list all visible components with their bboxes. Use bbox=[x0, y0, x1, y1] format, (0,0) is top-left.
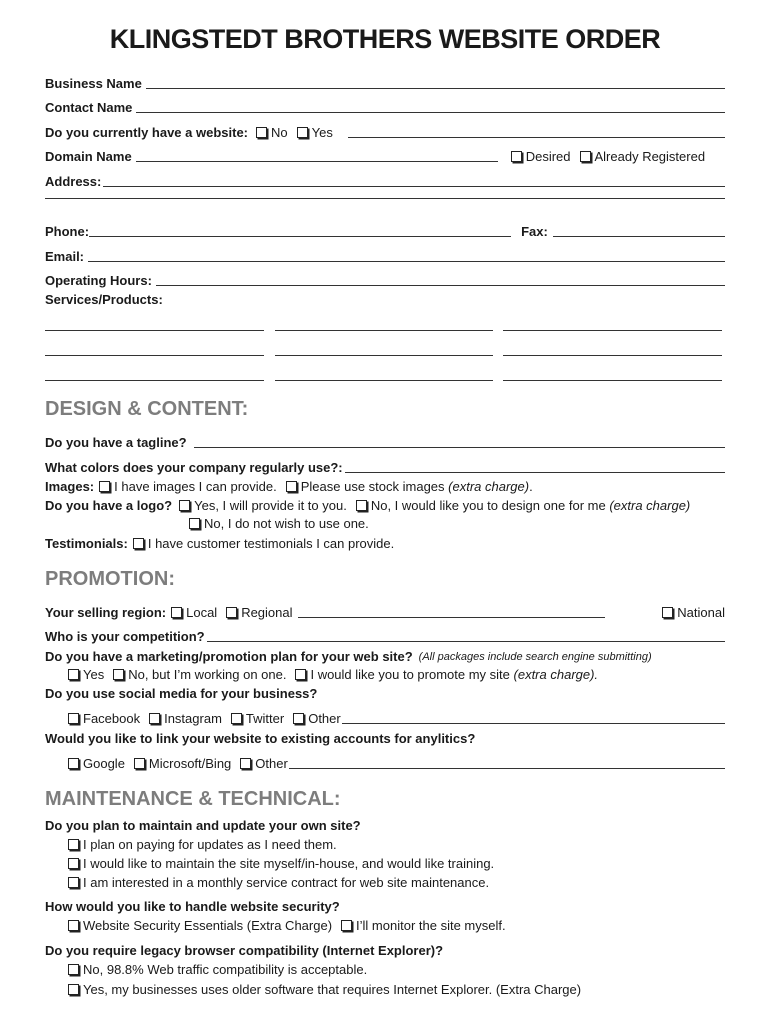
images-stock-label: Please use stock images bbox=[300, 479, 445, 494]
maintenance-heading: MAINTENANCE & TECHNICAL: bbox=[45, 788, 341, 810]
maintain-option-2 bbox=[68, 856, 725, 872]
region-label: Your selling region: bbox=[45, 605, 167, 620]
contact-name-label: Contact Name bbox=[45, 100, 133, 115]
website-url-field[interactable] bbox=[348, 137, 725, 138]
legacy-no-checkbox[interactable] bbox=[68, 964, 79, 975]
website-yes-label: Yes bbox=[311, 125, 333, 140]
domain-field[interactable] bbox=[136, 161, 498, 162]
logo-yes-checkbox[interactable] bbox=[179, 500, 190, 511]
google-label: Google bbox=[83, 756, 125, 771]
phone-field[interactable] bbox=[89, 236, 511, 237]
images-label: Images: bbox=[45, 479, 95, 494]
plan-label: Do you have a marketing/promotion plan for your web site? bbox=[45, 649, 413, 664]
maintain-row bbox=[45, 818, 725, 834]
logo-design-label: No, I would like you to design one for me bbox=[370, 498, 606, 513]
analytics-other-label: Other bbox=[255, 756, 288, 771]
competition-row bbox=[45, 629, 725, 645]
domain-label: Domain Name bbox=[45, 149, 132, 164]
legacy-row bbox=[45, 943, 725, 959]
logo-row bbox=[45, 498, 725, 514]
instagram-label: Instagram bbox=[164, 711, 222, 726]
address-row-2 bbox=[45, 198, 725, 202]
facebook-label: Facebook bbox=[83, 711, 141, 726]
maintain-contract-label: I am interested in a monthly service contract for web site maintenance. bbox=[83, 875, 490, 890]
colors-label: What colors does your company regularly use?: bbox=[45, 460, 343, 475]
legacy-no-label: No, 98.8% Web traffic compatibility is acceptable. bbox=[83, 962, 368, 977]
plan-note: (All packages include search engine submitting) bbox=[418, 651, 652, 663]
services-row bbox=[45, 292, 725, 308]
legacy-label: Do you require legacy browser compatibility (Internet Explorer)? bbox=[45, 943, 444, 958]
domain-desired-label: Desired bbox=[525, 149, 571, 164]
services-field[interactable] bbox=[503, 380, 722, 381]
social-row bbox=[45, 686, 725, 702]
plan-options-row bbox=[68, 667, 725, 683]
services-field[interactable] bbox=[275, 380, 493, 381]
images-own-label: I have images I can provide. bbox=[114, 479, 277, 494]
bing-checkbox[interactable] bbox=[134, 758, 145, 769]
security-row bbox=[45, 899, 725, 915]
logo-label: Do you have a logo? bbox=[45, 498, 173, 513]
domain-row bbox=[45, 149, 725, 165]
google-checkbox[interactable] bbox=[68, 758, 79, 769]
security-essentials-label: Website Security Essentials (Extra Charge) bbox=[83, 918, 333, 933]
services-field[interactable] bbox=[45, 355, 264, 356]
business-name-field[interactable] bbox=[146, 88, 725, 89]
region-national-checkbox[interactable] bbox=[662, 607, 673, 618]
maintain-inhouse-label: I would like to maintain the site myself/in-house, and would like training. bbox=[83, 856, 495, 871]
security-essentials-checkbox[interactable] bbox=[68, 920, 79, 931]
logo-row-2 bbox=[189, 516, 725, 532]
website-no-checkbox[interactable] bbox=[256, 127, 267, 138]
design-heading: DESIGN & CONTENT: bbox=[45, 398, 249, 420]
legacy-yes-label: Yes, my businesses uses older software that requires Internet Explorer. (Extra Charge) bbox=[83, 982, 582, 997]
images-row bbox=[45, 479, 725, 495]
plan-promote-checkbox[interactable] bbox=[295, 669, 306, 680]
region-row bbox=[45, 605, 725, 621]
contact-name-row bbox=[45, 100, 725, 116]
region-national-label: National bbox=[677, 605, 725, 620]
business-name-row bbox=[45, 76, 725, 92]
tagline-field[interactable] bbox=[194, 447, 725, 448]
social-other-field[interactable] bbox=[342, 723, 725, 724]
address-field-2[interactable] bbox=[45, 198, 725, 199]
twitter-label: Twitter bbox=[245, 711, 285, 726]
fax-field[interactable] bbox=[553, 236, 725, 237]
address-label: Address: bbox=[45, 174, 102, 189]
maintain-pay-checkbox[interactable] bbox=[68, 839, 79, 850]
testimonials-row bbox=[45, 536, 725, 552]
hours-field[interactable] bbox=[156, 285, 725, 286]
plan-row bbox=[45, 649, 725, 665]
plan-yes-label: Yes bbox=[83, 667, 105, 682]
logo-none-checkbox[interactable] bbox=[189, 518, 200, 529]
logo-yes-label: Yes, I will provide it to you. bbox=[194, 498, 347, 513]
services-field[interactable] bbox=[503, 355, 722, 356]
services-field[interactable] bbox=[275, 355, 493, 356]
hours-label: Operating Hours: bbox=[45, 273, 152, 288]
email-row bbox=[45, 249, 725, 265]
colors-field[interactable] bbox=[345, 472, 725, 473]
maintain-label: Do you plan to maintain and update your own site? bbox=[45, 818, 361, 833]
competition-label: Who is your competition? bbox=[45, 629, 205, 644]
logo-design-note: (extra charge) bbox=[609, 498, 691, 513]
services-label: Services/Products: bbox=[45, 292, 163, 307]
plan-working-checkbox[interactable] bbox=[113, 669, 124, 680]
social-other-label: Other bbox=[308, 711, 341, 726]
website-yes-checkbox[interactable] bbox=[297, 127, 308, 138]
tagline-row bbox=[45, 435, 725, 451]
domain-registered-checkbox[interactable] bbox=[580, 151, 591, 162]
plan-yes-checkbox[interactable] bbox=[68, 669, 79, 680]
images-stock-note: (extra charge) bbox=[448, 479, 530, 494]
bing-label: Microsoft/Bing bbox=[148, 756, 232, 771]
address-field-1[interactable] bbox=[103, 186, 725, 187]
testimonials-checkbox[interactable] bbox=[133, 538, 144, 549]
services-field[interactable] bbox=[503, 330, 722, 331]
legacy-option-1 bbox=[68, 962, 725, 978]
logo-none-label: No, I do not wish to use one. bbox=[204, 516, 369, 531]
analytics-other-field[interactable] bbox=[289, 768, 725, 769]
website-row bbox=[45, 125, 725, 141]
region-local-label: Local bbox=[186, 605, 218, 620]
testimonials-option: I have customer testimonials I can provide. bbox=[147, 536, 395, 551]
testimonials-label: Testimonials: bbox=[45, 536, 128, 551]
email-label: Email: bbox=[45, 249, 85, 264]
maintain-contract-checkbox[interactable] bbox=[68, 877, 79, 888]
website-label: Do you currently have a website: bbox=[45, 125, 249, 140]
competition-field[interactable] bbox=[207, 641, 725, 642]
region-field[interactable] bbox=[298, 617, 605, 618]
images-stock-checkbox[interactable] bbox=[286, 481, 297, 492]
analytics-options-row bbox=[68, 756, 725, 772]
services-field[interactable] bbox=[45, 380, 264, 381]
email-field[interactable] bbox=[88, 261, 725, 262]
colors-row bbox=[45, 460, 725, 476]
phone-label: Phone: bbox=[45, 224, 90, 239]
images-end: . bbox=[529, 479, 533, 494]
facebook-checkbox[interactable] bbox=[68, 713, 79, 724]
twitter-checkbox[interactable] bbox=[231, 713, 242, 724]
analytics-label: Would you like to link your website to existing accounts for anylitics? bbox=[45, 731, 476, 746]
legacy-yes-checkbox[interactable] bbox=[68, 984, 79, 995]
security-self-label: I’ll monitor the site myself. bbox=[356, 918, 506, 933]
fax-label: Fax: bbox=[521, 224, 548, 239]
security-label: How would you like to handle website security? bbox=[45, 899, 340, 914]
business-name-label: Business Name bbox=[45, 76, 142, 91]
form-title: KLINGSTEDT BROTHERS WEBSITE ORDER bbox=[109, 24, 661, 54]
website-no-label: No bbox=[271, 125, 288, 140]
region-regional-checkbox[interactable] bbox=[226, 607, 237, 618]
analytics-other-checkbox[interactable] bbox=[240, 758, 251, 769]
social-label: Do you use social media for your business? bbox=[45, 686, 318, 701]
instagram-checkbox[interactable] bbox=[149, 713, 160, 724]
services-field[interactable] bbox=[45, 330, 264, 331]
security-self-checkbox[interactable] bbox=[341, 920, 352, 931]
plan-promote-note: (extra charge). bbox=[513, 667, 599, 682]
region-local-checkbox[interactable] bbox=[171, 607, 182, 618]
domain-registered-label: Already Registered bbox=[594, 149, 706, 164]
logo-design-checkbox[interactable] bbox=[356, 500, 367, 511]
domain-desired-checkbox[interactable] bbox=[511, 151, 522, 162]
social-other-checkbox[interactable] bbox=[293, 713, 304, 724]
hours-row bbox=[45, 273, 725, 289]
maintain-option-1 bbox=[68, 837, 725, 853]
phone-fax-row bbox=[45, 224, 725, 240]
maintain-inhouse-checkbox[interactable] bbox=[68, 858, 79, 869]
tagline-label: Do you have a tagline? bbox=[45, 435, 187, 450]
maintain-pay-label: I plan on paying for updates as I need them. bbox=[83, 837, 337, 852]
analytics-row bbox=[45, 731, 725, 747]
images-own-checkbox[interactable] bbox=[99, 481, 110, 492]
address-row bbox=[45, 174, 725, 190]
plan-working-label: No, but I’m working on one. bbox=[128, 667, 287, 682]
region-regional-label: Regional bbox=[241, 605, 293, 620]
security-options-row bbox=[68, 918, 725, 934]
plan-promote-label: I would like you to promote my site bbox=[310, 667, 510, 682]
contact-name-field[interactable] bbox=[136, 112, 725, 113]
legacy-option-2 bbox=[68, 982, 725, 998]
social-options-row bbox=[68, 711, 725, 727]
maintain-option-3 bbox=[68, 875, 725, 891]
services-field[interactable] bbox=[275, 330, 493, 331]
promotion-heading: PROMOTION: bbox=[45, 568, 175, 590]
